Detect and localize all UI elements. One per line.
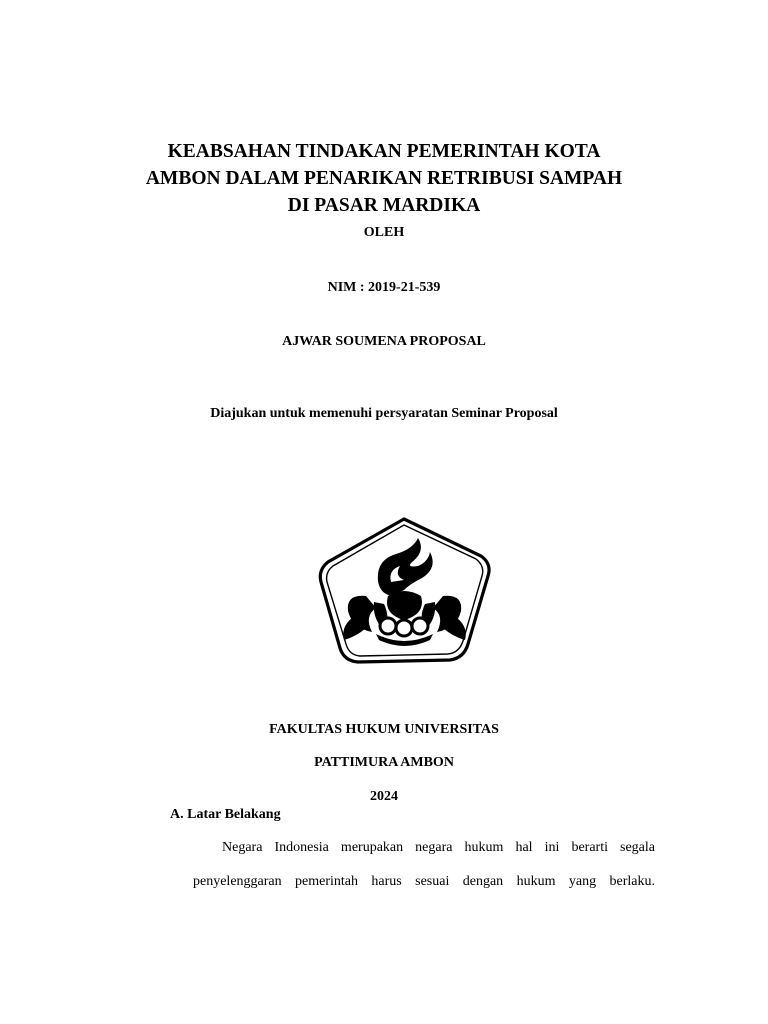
university-emblem-icon xyxy=(318,516,491,666)
title-line-3: DI PASAR MARDIKA xyxy=(287,195,481,216)
paragraph-line-1: Negara Indonesia merupakan negara hukum hal ini berarti segala xyxy=(222,840,655,855)
section-heading: A. Latar Belakang xyxy=(170,807,281,822)
paragraph-line-2: penyelenggaran pemerintah harus sesuai dengan hukum yang berlaku. xyxy=(193,874,655,889)
by-label: OLEH xyxy=(363,225,405,240)
title-line-2: AMBON DALAM PENARIKAN RETRIBUSI SAMPAH xyxy=(145,168,623,189)
faculty-line-2: PATTIMURA AMBON xyxy=(314,755,454,770)
title-line-1: KEABSAHAN TINDAKAN PEMERINTAH KOTA xyxy=(167,141,601,162)
author-name: AJWAR SOUMENA PROPOSAL xyxy=(282,334,486,349)
year: 2024 xyxy=(370,789,398,804)
student-id: NIM : 2019-21-539 xyxy=(327,280,441,295)
submission-purpose: Diajukan untuk memenuhi persyaratan Seminar Proposal xyxy=(210,406,558,421)
document-title xyxy=(0,138,768,219)
faculty-line-1: FAKULTAS HUKUM UNIVERSITAS xyxy=(269,722,499,737)
